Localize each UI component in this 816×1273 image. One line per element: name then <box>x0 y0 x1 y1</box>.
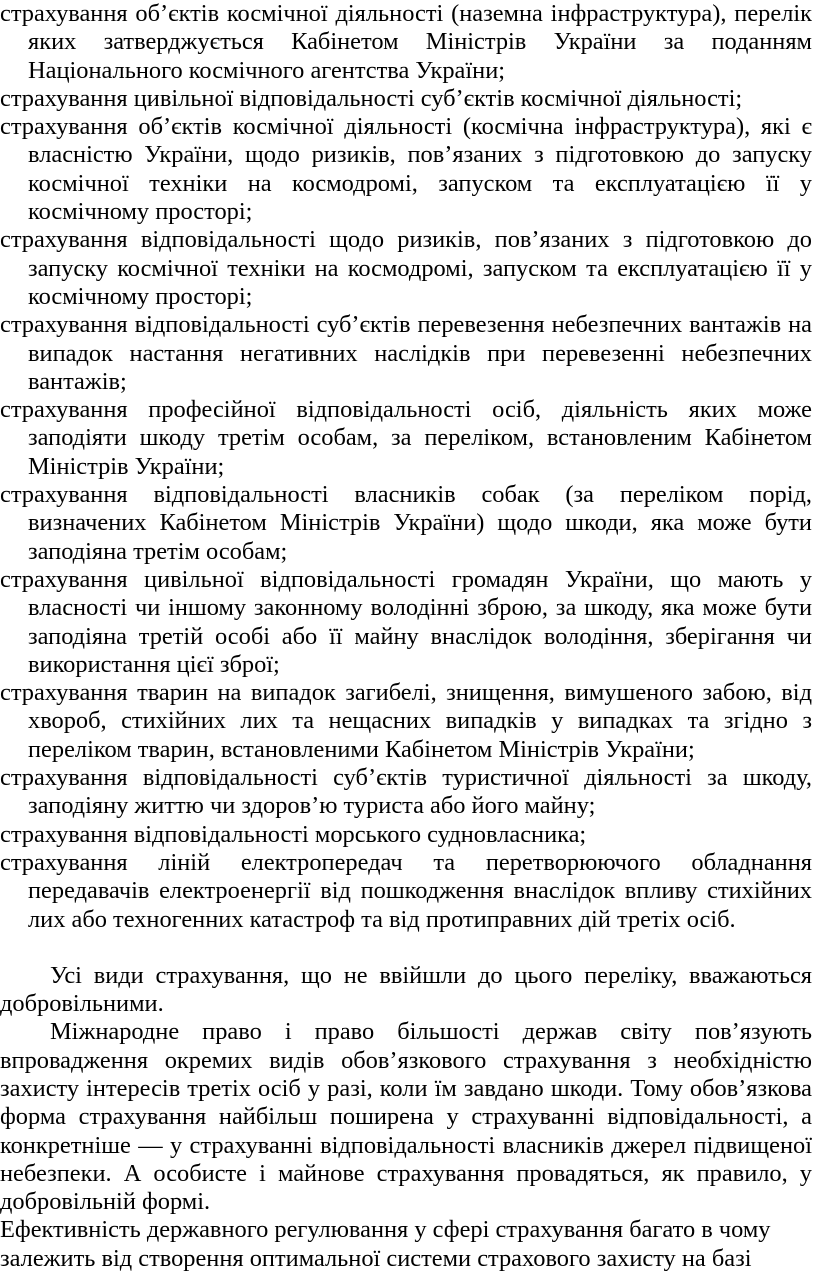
blank-line <box>0 934 812 962</box>
list-item: страхування цивільної відповідальності громадян України, що мають у власності чи іншому законному володінні зброю, за шкоду, яка може бути заподіяна третій особі або її майну внаслідок володіння, зберігання чи використання цієї зброї; <box>0 565 812 678</box>
list-item: страхування відповідальності морського судновласника; <box>0 820 587 848</box>
list-item: страхування професійної відповідальності осіб, діяльність яких може заподіяти шкоду третім особам, за переліком, встановленим Кабінетом Міністрів України; <box>0 396 812 480</box>
list-item: страхування ліній електропередач та перетворюючого обладнання передавачів електроенергії від пошкодження внаслідок впливу стихійних лих або техногенних катастроф та від протиправних дій третіх осіб. <box>0 848 812 933</box>
list-item: страхування відповідальності суб’єктів перевезення небезпечних вантажів на випадок настання негативних наслідків при перевезенні небезпечних вантажів; <box>0 311 812 395</box>
international-law-paragraph: Міжнародне право і право більшості держав світу пов’язують впровадження окремих видів обов’язкового страхування з необхідністю захисту інтересів третіх осіб у разі, коли їм завдано шкоди. Тому обов’язкова форма страхування найбільш поширена у страхуванні відповідальності, а конкретніше — у страхуванні відповідальності власників джерел підвищеної небезпеки. А особисте і майнове страхування провадяться, як правило, у добровільній формі. <box>0 1018 812 1216</box>
voluntary-paragraph: Усі види страхування, що не ввійшли до цього переліку, вважаються добровільними. <box>0 961 812 1018</box>
list-item: страхування об’єктів космічної діяльності (наземна інфраструктура), перелік яких затверджується Кабінетом Міністрів України за поданням Національного космічного агентства України; <box>0 0 812 84</box>
list-item: страхування відповідальності власників собак (за переліком порід, визначених Кабінетом Міністрів України) щодо шкоди, яка може бути заподіяна третім особам; <box>0 481 812 565</box>
list-item: страхування відповідальності щодо ризиків, пов’язаних з підготовкою до запуску космічної техніки на космодромі, запуском та експлуатацією її у космічному просторі; <box>0 226 812 310</box>
regulation-paragraph: Ефективність державного регулювання у сфері страхування багато в чому залежить від створення оптимальної системи страхового захисту на базі <box>0 1216 771 1272</box>
list-item: страхування об’єктів космічної діяльності (космічна інфраструктура), які є власністю України, щодо ризиків, пов’язаних з підготовкою до запуску космічної техніки на космодромі, запуском та експлуатацією її у космічному просторі; <box>0 113 812 226</box>
list-item: страхування відповідальності суб’єктів туристичної діяльності за шкоду, заподіяну життю чи здоров’ю туриста або його майну; <box>0 764 812 820</box>
list-item: страхування тварин на випадок загибелі, знищення, вимушеного забою, від хвороб, стихійних лих та нещасних випадків у випадках та згідно з переліком тварин, встановленими Кабінетом Міністрів України; <box>0 679 812 763</box>
list-item: страхування цивільної відповідальності суб’єктів космічної діяльності; <box>0 84 743 112</box>
